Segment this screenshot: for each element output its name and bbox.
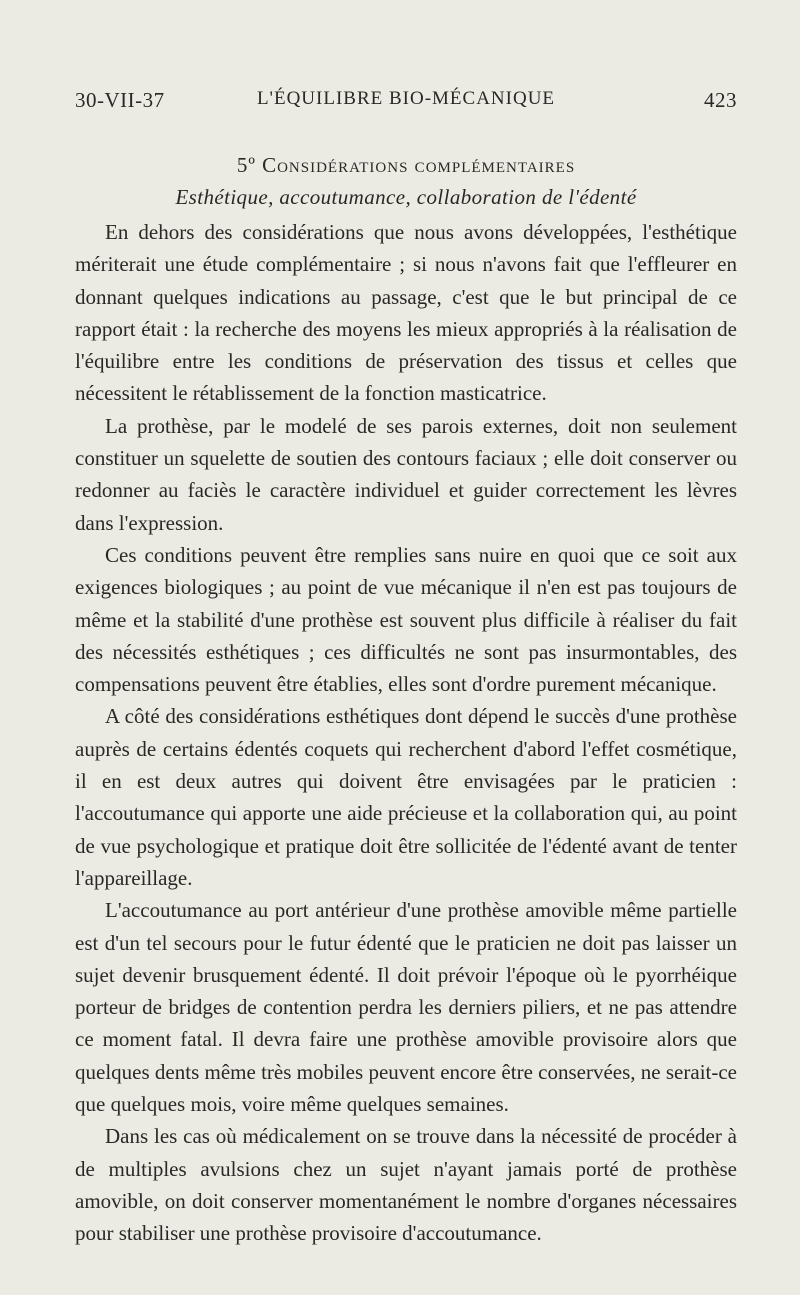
body-text	[75, 216, 737, 1250]
paragraph: En dehors des considérations que nous avons développées, l'esthétique mériterait une étude complémentaire ; si nous n'avons fait que l'effleurer en donnant quelques indications au passage, c'est que le but principal de ce rapport était : la recherche des moyens les mieux appropriés à la réalisation de l'équilibre entre les conditions de préservation des tissus et celles que nécessitent le rétablissement de la fonction masticatrice.	[75, 220, 737, 406]
paragraph: Ces conditions peuvent être remplies sans nuire en quoi que ce soit aux exigences biologiques ; au point de vue mécanique il n'en est pas toujours de même et la stabilité d'une prothèse est souvent plus difficile à réaliser du fait des nécessités esthétiques ; ces difficultés ne sont pas insurmontables, des compensations peuvent être établies, elles sont d'ordre purement mécanique.	[75, 542, 737, 697]
paragraph: La prothèse, par le modelé de ses parois externes, doit non seulement constituer un squelette de soutien des contours faciaux ; elle doit conserver ou redonner au faciès le caractère individuel et guider correctement les lèvres dans l'expression.	[75, 413, 737, 535]
paragraph: Dans les cas où médicalement on se trouve dans la nécessité de procéder à de multiples avulsions chez un sujet n'ayant jamais porté de prothèse amovible, on doit conserver momentanément le nombre d'organes nécessaires pour stabiliser une prothèse provisoire d'accoutumance.	[75, 1124, 737, 1246]
header-date: 30-VII-37	[75, 88, 165, 112]
running-header	[75, 88, 737, 122]
section-subtitle: Esthétique, accoutumance, collaboration de l'édenté	[175, 185, 637, 209]
page-number: 423	[704, 88, 737, 112]
paragraph: A côté des considérations esthétiques dont dépend le succès d'une prothèse auprès de certains édentés coquets qui recherchent d'abord l'effet cosmétique, il en est deux autres qui doivent être envisagées par le praticien : l'accoutumance qui apporte une aide précieuse et la collaboration qui, au point de vue psychologique et pratique doit être sollicitée de l'édenté avant de tenter l'appareillage.	[75, 704, 737, 890]
page-content	[75, 150, 737, 1250]
header-title: L'ÉQUILIBRE BIO-MÉCANIQUE	[256, 88, 556, 109]
section-title: 5º Considérations complémentaires	[236, 153, 576, 177]
paragraph: L'accoutumance au port antérieur d'une prothèse amovible même partielle est d'un tel secours pour le futur édenté que le praticien ne doit pas laisser un sujet devenir brusquement édenté. Il doit prévoir l'époque où le pyorrhéique porteur de bridges de contention perdra les derniers piliers, et ne pas attendre ce moment fatal. Il devra faire une prothèse amovible provisoire alors que quelques dents même très mobiles peuvent encore être conservées, ne serait-ce que quelques mois, voire même quelques semaines.	[75, 898, 737, 1117]
